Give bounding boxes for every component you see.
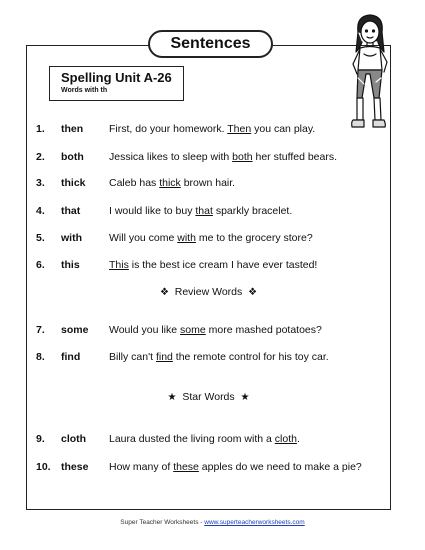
girl-illustration [340,12,400,132]
diamond-icon: ❖ [248,287,258,298]
star-icon: ★ [167,392,177,403]
underlined-word: that [195,205,213,217]
underlined-word: This [109,259,129,271]
unit-title: Spelling Unit A-26 [61,70,172,85]
underlined-word: cloth [274,433,297,445]
spelling-word: this [61,259,80,271]
spelling-word: cloth [61,433,87,445]
item-number: 9. [36,433,45,445]
spelling-word: these [61,461,89,473]
item-number: 2. [36,151,45,163]
spelling-word: find [61,351,81,363]
underlined-word: some [180,324,206,336]
example-sentence: Caleb has thick brown hair. [109,177,236,189]
footer-link[interactable]: www.superteacherworksheets.com [204,519,305,526]
example-sentence: I would like to buy that sparkly bracelet. [109,205,293,217]
unit-subtitle: Words with th [61,87,108,94]
item-number: 4. [36,205,45,217]
example-sentence: This is the best ice cream I have ever tasted! [109,259,318,271]
diamond-icon: ❖ [159,287,169,298]
footer-text: Super Teacher Worksheets - [120,519,205,526]
spelling-word: with [61,232,82,244]
underlined-word: find [155,351,173,363]
item-number: 5. [36,232,45,244]
item-number: 3. [36,177,45,189]
item-number: 7. [36,324,45,336]
star-words-heading [26,390,391,405]
underlined-word: thick [159,177,181,189]
footer [0,519,425,526]
spelling-word: then [61,123,84,135]
review-words-label: Review Words [174,286,243,298]
spelling-word: that [61,205,81,217]
item-number: 6. [36,259,45,271]
page-title: Sentences [148,30,273,58]
item-number: 1. [36,123,45,135]
spelling-word: thick [61,177,86,189]
review-words-heading [26,285,391,300]
example-sentence: Billy can't find the remote control for his toy car. [109,351,329,363]
example-sentence: How many of these apples do we need to make a pie? [109,461,362,473]
example-sentence: Would you like some more mashed potatoes? [109,324,322,336]
example-sentence: Will you come with me to the grocery store? [109,232,313,244]
underlined-word: Then [227,123,252,135]
underlined-word: both [232,151,253,163]
example-sentence: Laura dusted the living room with a cloth. [109,433,300,445]
example-sentence: First, do your homework. Then you can play. [109,123,316,135]
item-number: 8. [36,351,45,363]
example-sentence: Jessica likes to sleep with both her stuffed bears. [109,151,338,163]
underlined-word: with [177,232,196,244]
spelling-word: both [61,151,84,163]
spelling-word: some [61,324,89,336]
underlined-word: these [173,461,199,473]
star-words-label: Star Words [182,391,235,403]
unit-box [49,66,184,101]
star-icon: ★ [240,392,250,403]
item-number: 10. [36,461,51,473]
